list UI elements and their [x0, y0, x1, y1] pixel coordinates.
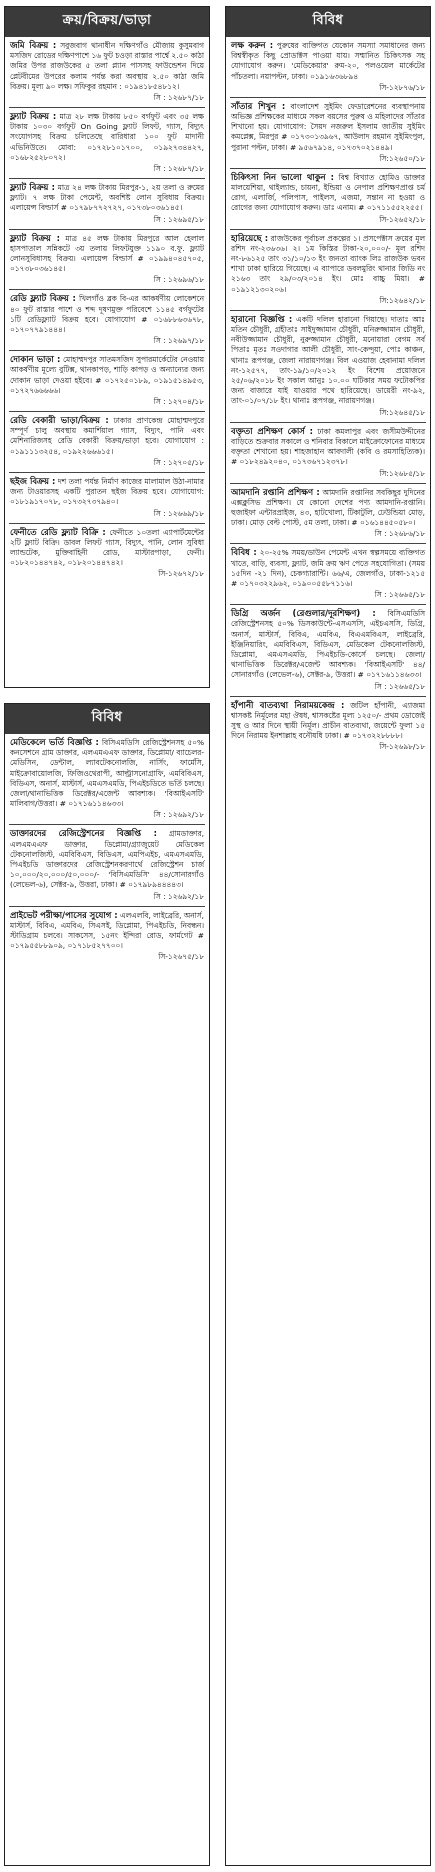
ad-heading: বিবিধ :: [231, 547, 257, 558]
ad-body: দশ তলা পর্যন্ত নির্মাণ কাজের মালামাল উঠা-নামার জন্য টাওয়ারসহ একটি পুরাতন ছইজ বিক্রয় হবে। যোগাযোগ: ০১৮১৯১৭০৭৮, ০১৭৩২৭৩৭৯৪০।: [10, 476, 204, 507]
ad-reference-code: সি : ১২৬৮৭/১৮: [153, 93, 204, 103]
ad-heading: দোকান ভাড়া :: [10, 354, 61, 365]
ad-reference-code: সি : ১২৬৯২/১৮: [153, 891, 204, 901]
ad-body: মাত্র ৪৫ লক্ষ টাকায় মিরপুরে আল হেলাল হাসপাতাল সন্নিকটে ৩য় তলায় লিফটযুক্ত ১১৯০ ব.ফু. ফ্ল্যাট লোনসুবিধাসহ বিক্রয়। এলায়েন্স বিল্ডার্স # ০১৯৯৪০৪৫৭০৫, ০১৭৩৮০৩৬১৪৫।: [10, 233, 205, 274]
classified-ad: [226, 423, 430, 481]
classified-ad: [5, 290, 209, 348]
ad-text: [10, 182, 204, 214]
ad-body: ফেনীতে ১০তলা এ্যাপার্টমেন্টের ২টি ফ্ল্যাট বিক্রি। ডাবল লিফট গ্যাস, বিদ্যুৎ, পানি, লোন সুবিধা ল্যান্ডটেক, মুক্তিবাহিনী রোড, মাস্টারপাড়া, ফেনী। ০১৮২০১৪৪৭৪২, ০১৮২০১৪৪৭৪২।: [10, 527, 204, 568]
ad-text: [231, 547, 425, 589]
ad-reference-code: সি : ১২৬৬৫/১৮: [374, 681, 425, 691]
ad-reference-code: সি : ১২৬৯৬/১৮: [153, 275, 204, 285]
ad-reference-code: সি : ১২৬৯৭/১৮: [153, 336, 204, 346]
ad-reference-code: সি : ১২৬৮৬/১৮: [374, 529, 425, 539]
ad-text: [10, 111, 204, 163]
ad-reference-code: সি:১২৬৮৫/১৮: [379, 468, 425, 478]
classified-ad: [5, 907, 209, 965]
ad-reference-code: সি : ১২৭০৫/১৮: [153, 457, 204, 467]
ad-body: জটিল হাঁপানী, এ্যাজমা শ্বাসকষ্ট নির্মূলের মহা ঔষধ, শ্বাসকষ্টের মূল্য ১২৫০/- প্রথম ডোজেই সুস্থ ও আর দিনে স্থায়ী নির্মূল। প্রাচীন বাতব্যথা, জয়েন্টে ফুলা ১৫ দিনে নিরাময় ইনশাল্লাহ বনৌষধি ঢাকা। # ০১৭৩২২৮৮৮৮।: [231, 700, 426, 741]
ad-body: ঢাকা কমলাপুর এবং জসীমউদ্দীনের বাড়িতে শুক্রবার সকালে ও শনিবার বিকালে মাইক্রোফোনের মাধ্যমে বক্তৃতা শেখানো হয়। শাহজাহান আবদালী (কবি ও রমসাহিত্যিক)। # ০১৮২৪৯২০৪০, ০১৭৩৬৭১২৩৭৮।: [231, 426, 426, 467]
ad-heading: ডিগ্রি অর্জন (রেগুলার/দূরশিক্ষণ) :: [231, 608, 376, 619]
ad-reference-code: সি-১২৬৯৮/১৮: [379, 742, 425, 752]
classified-ad: [226, 311, 430, 420]
ad-text: [10, 415, 204, 457]
ad-heading: ফ্ল্যাট বিক্রয় :: [10, 182, 55, 193]
classified-ad: [5, 37, 209, 105]
classified-ad: [5, 825, 209, 903]
ad-text: [231, 172, 425, 214]
ad-reference-code: সি:১২৬৪৫/১৮: [379, 407, 425, 417]
ad-text: [10, 737, 204, 809]
ad-body: বিসিএমডিসি রেজিস্ট্রেশনসহ ৫০% ডিসকাউন্টে-এসএসসি, এইচএসসি, ডিগ্রি, অনার্স, মাস্টার্স, বিবিএ, এমবিএ, বিএএমবিএস, লাইব্রেরি, ইঞ্জিনিয়ারিং, এমবিবিএস, বিডিএস, মেডিকেল টেকনোলজিস্ট, ডিপ্লোমা, এমএসএমডি, পিএইচডি-কোর্সে চলছে। জেলা/ থানাভিত্তিক ডিরেক্টর/এজেন্ট আবশ্যক। 'বিআইএসটি' ৪৪/সোনারগাঁও (লেভেল-৬), সেক্টর-৯, উত্তরা। # ০১৭১৬১১৪৬৩৩।: [231, 609, 426, 680]
ads-list: [5, 734, 209, 964]
classified-ad: [226, 169, 430, 227]
classified-ad: [226, 484, 430, 542]
ad-reference-code: সি : ১২৬৬৫/১৮: [374, 590, 425, 600]
ad-text: [231, 40, 425, 82]
ad-reference-code: সি-১২৬৫২/১৮: [379, 214, 425, 224]
ad-text: [231, 608, 425, 680]
classified-ad: [5, 179, 209, 227]
classified-ad: [5, 412, 209, 470]
ad-reference-code: সি-১২৬৭২/১৮: [158, 569, 204, 579]
ad-heading: হারিয়েছে :: [231, 232, 269, 243]
ad-reference-code: সি:১২৬৫০/১৮: [379, 153, 425, 163]
classified-ad: [226, 544, 430, 602]
ad-body: গ্রামডাক্তার, এলএমএএফ ডাক্তার, ডিপ্লোমা/গ্র্যাজুয়েট মেডিকেল টেকনোলজিস্ট, এমবিবিএস, বিডিএস, এমপিএইচ, এমএসএমডি, পিএইচডি ডাক্তারদের রেজিস্ট্রেশনকরণার্থে রেজিস্ট্রেশন চার্জ ১০,০০০/২০,০০০/৫০,০০০/- 'বিসিএমডিসি' ৪৪/সোনারগাঁও (লেভেল-৬), সেক্টর-৯, উত্তরা, ঢাকা। # ০১৭৯৮৯৪৪৪৪৩।: [10, 829, 204, 890]
ad-text: [10, 476, 204, 508]
ad-body: বিসিএমডিসি রেজিস্ট্রেশনসহ ৫০% কনসেশনে গ্রাম ডাক্তার, এলএমএএফ ডাক্তার, ডিপ্লোমা/ ব্যাচেলর-মেডিসিন, ডেন্টাল, ল্যাবটেকনোলজি, নার্সিং, ফার্মেসি, মাইক্রোবায়োলজি, ফিজিওথেরাপী, আল্ট্রাসনোগ্রাফি, এমবিবিএস, বিডিএস, অনার্স, মাস্টার্স, এমএসএমডি, পিএইচডিতে ভর্তি চলছে। জেলা/থানাভিত্তিক ডিরেক্টর/এজেন্ট আবশ্যক। 'বিআইএসটি' মালিবাগ/উত্তরা। # ০১৭১৬১১৪৬৩৩।: [10, 738, 204, 809]
ad-text: [231, 314, 425, 407]
ad-text: [10, 293, 204, 335]
ad-reference-code: সি-১২৬৭৫/১৮: [158, 952, 204, 962]
ad-body: আমদানি রপ্তানির সবকিছুর দুদিনের এক্সক্লুসিভ প্রশিক্ষণ। যে কোনো দেশের পণ্য আমদানি-রপ্তানি। হুজাইফা এন্টারপ্রাইজ, ৪৩, হাটখোলা, টিকাটুলি, ঢেউন্ডিয়া মোড়, ঢাকা। মোড় বেল্ট পোস্ট, ৫ম তলা, ঢাকা। # ০১৬১৪৪৫০৫৮০।: [231, 487, 425, 528]
ad-heading: জমি বিক্রয় :: [10, 40, 57, 50]
ad-body: খিলগাঁও ব্লক বি-এর আকর্ষণীয় লোকেশনে ৪০ ফুট রাস্তার পাশে ও শব্দ দূষণমুক্ত পরিবেশে ১১৪৫ বর্গফুটের ১টি রেডিফ্ল্যাট বিক্রয় হবে। যোগাযোগ # ০১৬৮৮৬৩৬৭৮, ০১৭০৭৭৯১৪৪৪।: [10, 294, 204, 335]
ad-heading: হারানো বিজ্ঞপ্তি :: [231, 313, 293, 324]
ad-reference-code: সি : ১২৬৯৫/১৮: [153, 214, 204, 224]
ad-body: একটি দলিল হারানো গিয়াছে। দাতাঃ আঃ মতিন চৌধুরী, গ্রহীতাঃ সাইদুজ্জামান চৌধুরী, মনিরুজ্জামান চৌধুরী, নবীউজ্জামান চৌধুরী, নুরুজ্জামান চৌধুরী, মনোয়ারা বেগম সর্ব পিতাঃ মৃতঃ সওদাগার আলী চৌধুরী, সাং-কেন্দুয়া, পোঃ কাঞ্চন, থানাঃ রূপগঞ্জ, জেলা নারায়ণগঞ্জ। বিল এওয়াজ হেবানামা দলিল নং-১২৫৭৭, তাং-১৯/১০/২০১২ ইং বিশেষ প্রয়োজনে ২৫/০৬/২০১৮ ইং সকাল আনুঃ ১০.০০ ঘটিকার সময় ফটোকপির জন্য বাজারে যাই যাওয়ার পথে হারিয়েছে। ডায়েরী নং-৯২, তাং-০১/০৭/১৮ ইং। থানাঃ রূপগঞ্জ, নারায়ণগঞ্জ।: [231, 314, 425, 406]
ad-body: ২০-২৫% সময়/ডাউন পেমেন্ট এখন স্বল্পসময়ে ব্যক্তিগত খাতে, বাড়ি, ব্যবসা, ফ্ল্যাট, জমি ক্রয় ঋণ পেতে সহযোগিতা। (সময় ১৫দিন -২১ দিন), চেকগ্যারান্টি। ৬৬/এ, জেলগাঁও, ঢাকা-১২১৫ # ০১৭০৩২২৯৬২, ০১৯০০৫৫৮৭১১৬।: [231, 548, 425, 588]
ad-reference-code: সি : ১২৭০৪/১৮: [153, 397, 204, 407]
ad-reference-code: সি : ১২৬৮৭/১৮: [153, 164, 204, 174]
ad-body: মাত্র ২৪ লক্ষ টাকায় মিরপুর-১, ২য় তলা ও রুমের ফ্ল্যাট। ৭ লক্ষ টাকা পেমেন্ট, অবশিষ্ট লোন সুবিধায় বিক্রয়। এলায়েন্স বিল্ডার্স # ০১৭৯৮৭৭২৭২৭, ০১৭৩৮০৩৬১৪৫।: [10, 183, 205, 213]
classified-ad: [5, 351, 209, 409]
classified-ad: [5, 524, 209, 582]
ad-text: [231, 426, 425, 468]
ad-body: সবুজবাগ থানাধীন দক্ষিণগাঁও মৌজায় কুসুমবাগ মসজিদ রোডের দক্ষিণপাশে ১৬ ফুট চওড়া রাস্তার পার্শ্বে ২.৫০ কাঠা জমির উপর রাজউকের ৫ তলা প্ল্যান পাসসহ ফাউন্ডেশন দিয়ে প্লেটবীমের উপরের কলাম পর্যন্ত করা অবস্থায় ২.৫০ কাঠা জমি বিক্রয়। মূল্য ৯০ লক্ষ। সফিকুর রহমান : ০১৯৪১৮৫৪৮১২।: [10, 41, 204, 91]
ad-text: [231, 101, 425, 153]
classified-ad: [226, 605, 430, 693]
classified-ad: [5, 230, 209, 288]
ad-heading: প্রাইভেট পরীক্ষা/পাসের সুযোগ :: [10, 909, 118, 920]
section-title-misc-left: বিবিধ: [5, 704, 209, 734]
ad-reference-code: সি : ১২৬৯২/১৮: [153, 810, 204, 820]
ad-heading: ছইজ বিক্রয় :: [10, 475, 56, 486]
ads-list: [5, 37, 209, 581]
classified-ad: [226, 98, 430, 166]
classified-ad: [226, 37, 430, 95]
ads-list: [226, 37, 430, 754]
ad-reference-code: সি-১২৮৭৬/১৮: [379, 82, 425, 92]
ad-text: [10, 40, 204, 92]
ad-reference-code: সি : ১২৬৬৯/১৮: [153, 508, 204, 518]
section-title-misc-right: বিবিধ: [226, 7, 430, 37]
ad-text: [10, 828, 204, 890]
ad-body: বিশ্ব বিখ্যাত হোমিও ডাক্তার মালয়েশিয়া, থাইল্যান্ড, চায়না, ইন্ডিয়া ও নেপাল প্রশিক্ষণপ্রাপ্ত চর্ম রোগ, এলার্জি, পলিপাস, পাইলস, এজমা, সন্তান না হওয়া ও রোগের জন্য যোগাযোগ করুন। ডাঃ এনাম। # ০১৭১১৫৫২২৫৫।: [231, 172, 425, 213]
buy-sell-rent-column: [4, 6, 210, 688]
ad-heading: ফ্ল্যাট বিক্রয় :: [10, 232, 61, 243]
ad-body: বাংলাদেশ সুইমিং ফেডারেশনের ব্যবস্থাপনায় অভিজ্ঞ প্রশিক্ষকের মাধ্যমে সকল বয়সের পুরুষ ও মহিলাদের সাঁতার শিখানো হয়। যোগাযোগ: সৈয়দ নজরুল ইসলাম জাতীয় সুইমিং কমপ্লেক্স, মিরপুর # ০১৭৩০১৩৯৬৭, আউলাদ রহমান সুইমিংপুল, পুরানা পল্টন, ঢাকা। # ৯৫৬৭৯১৪, ০১৭৩৭০২১৪৪৯।: [231, 101, 425, 152]
ad-heading: আমদানি রপ্তানি প্রশিক্ষণ :: [231, 486, 320, 497]
classified-ad: [226, 230, 430, 308]
ad-heading: ফ্ল্যাট বিক্রয় :: [10, 111, 57, 122]
ad-reference-code: সি:১২৬৪২/১৮: [379, 295, 425, 305]
ad-heading: হাঁপানী বাতব্যথা নিরাময়কেন্দ্র :: [231, 699, 345, 710]
ad-body: এলএলবি, লাইব্রেরি, অনার্স, মাস্টার্স, বিবিএ, এমবিএ, সিএসই, ডিপ্লোমা, পিএইচডি, নিবন্ধন। স্টাডিগ্রাম চলবে। সাকসেস, ১৫নং ইন্দিরা রোড, ফার্মগেট # ০১৭৯৫৫৮৮৯০৯, ০১৭১৮৫২৭৭০০।: [10, 910, 204, 951]
section-title-buy-sell: ক্রয়/বিক্রয়/ভাড়া: [5, 7, 209, 37]
ad-heading: রেডি ফ্ল্যাট বিক্রয় :: [10, 293, 76, 304]
classified-ad: [5, 734, 209, 822]
ad-heading: রেডি বেকারী ভাড়া/বিক্রয় :: [10, 415, 109, 426]
ad-body: মোহাম্মদপুর সাতমসজিদ সুপারমার্কেটের নেওয়ায় আকর্ষণীয় মূল্যে বুটিক্স, থানকাপড়, শাড়ি কাপড় ও অন্যান্যের জন্য দোকান ভাড়া দেওয়া হইবে। # ০১৭২৫০১৮৯, ০১৯১৫১৪৯৫৩, ০১৭২৭৬৬৬৬৬।: [10, 355, 204, 395]
ad-text: [10, 354, 204, 396]
ad-body: ঢাকার প্রাণকেন্দ্র মোহাম্মদপুরে সম্পূর্ণ চালু অবস্থায় কমার্শিয়াল গ্যাস, বিদ্যুৎ, পানি এবং মেশিনারিজসহ রেডি বেকারী বিক্রয়/ভাড়া হবে। যোগাযোগ : ০১৯১১১৩২৫৪, ০১৯২২৬৬৬১৫।: [10, 416, 205, 456]
ad-heading: লক্ষ করুন :: [231, 40, 274, 50]
ad-body: মাত্র ২৮ লক্ষ টাকায় ৮৫০ বর্গফুট এবং ৩৫ লক্ষ টাকায় ১০৩০ বর্গফুট On Going ফ্ল্যাট লিফট, গ্যাস, বিদ্যুৎ সংযোগসহ বিক্রয় চলিতেছে বারিধারা ১০০ ফুট মাদানী এভিনিউতে। মোবা: ০১৭২৮১০১৭০০, ০১৯২৭৩৪৪২৭, ০১৬৮২৫২৮০৭২।: [10, 112, 204, 162]
ad-heading: ফেনীতে রেডি ফ্ল্যাট বিক্রি :: [10, 526, 106, 537]
classified-ad: [5, 108, 209, 176]
ad-heading: মেডিকেলে ভর্তি বিজ্ঞপ্তি :: [10, 737, 99, 747]
ad-text: [231, 700, 425, 742]
classified-ad: [226, 697, 430, 755]
ad-body: পুরুষের ব্যক্তিগত যেকোন সমস্যা সমাধানের জন্য বিশ্বস্বীকৃত কিছু প্রোডাক্টস পাওয়া যায়। সম্মানিত চিকিৎসক সহ যোগাযোগ করুন। 'মেডিকেয়ার' রুম-২০, পলওয়েল মার্কেটের পাঁচতলা। নয়াপল্টন, ঢাকা। ০১৯১৬৩৬৮৯৪: [231, 41, 425, 81]
ad-text: [10, 527, 204, 569]
ad-text: [10, 910, 204, 952]
ad-heading: সাঁতার শিখুন :: [231, 100, 286, 111]
ad-text: [231, 487, 425, 529]
ad-heading: চিকিৎসা নিন ভালো থাকুন :: [231, 171, 334, 182]
ad-heading: ডাক্তারদের রেজিস্ট্রেশনের বিজ্ঞপ্তি :: [10, 828, 157, 839]
classified-ad: [5, 473, 209, 521]
misc-column-right: [225, 6, 431, 1866]
ad-text: [231, 233, 425, 295]
ad-body: রাজউকের পূর্বাচল প্রকল্পের ১। প্রসপেক্টাস ক্রয়ের মূল রশিদ নং-২৩৬৩৬। ২। ১ম কিস্তির টাকা-২০,০০০/- মূল রশিদ নং-৮৬১২৫ তাং ৩১/১০/১৩ ইং জনতা ব্যাংক লিঃ রাজউক ভবন শাখা ঢাকা হারিয়ে গিয়েছে। এ ব্যাপারে ডবলমুরিং থানার জিডি নং ২১৬৩ তাং ২৯/০৩/২০১৪ ইং। মোঃ বাচ্চু মিয়া। # ০১৯১২১৩০২০৬।: [231, 233, 425, 294]
misc-column-left: [4, 703, 210, 1866]
ad-text: [10, 233, 204, 275]
ad-heading: বক্তৃতা প্রশিক্ষণ কোর্স :: [231, 425, 313, 436]
